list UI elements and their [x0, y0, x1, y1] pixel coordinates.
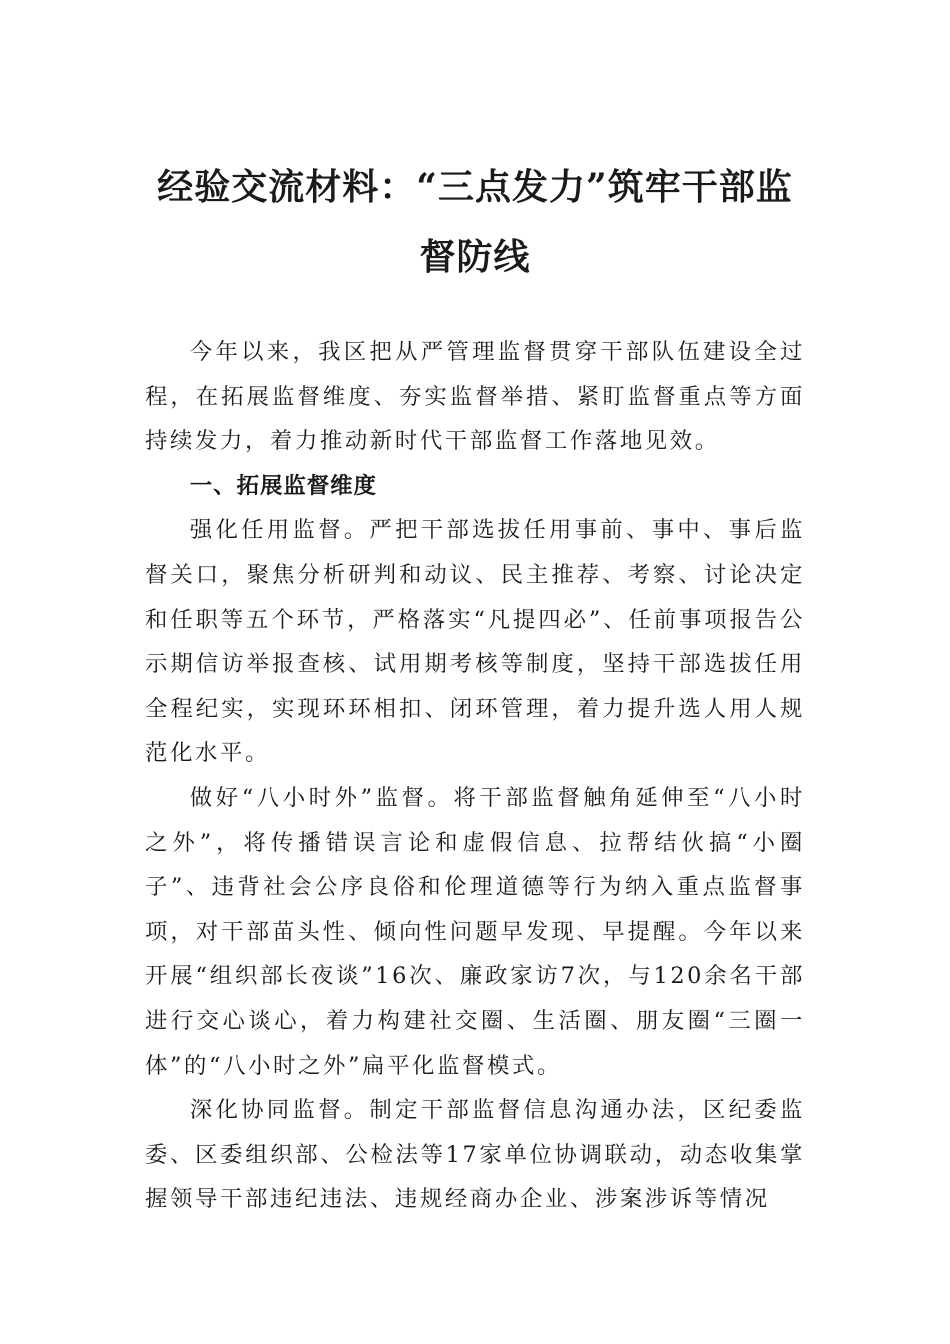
intro-paragraph: 今年以来，我区把从严管理监督贯穿干部队伍建设全过程，在拓展监督维度、夯实监督举措、紧盯监督重点等方面持续发力，着力推动新时代干部监督工作落地见效。 — [145, 339, 805, 455]
body-paragraph: 做好“八小时外”监督。将干部监督触角延伸至“八小时之外”，将传播错误言论和虚假信息、拉帮结伙搞“小圈子”、违背社会公序良俗和伦理道德等行为纳入重点监督事项，对干部苗头性、倾向性问题早发现、早提醒。今年以来开展“组织部长夜谈”16次、廉政家访7次，与120余名干部进行交心谈心，着力构建社交圈、生活圈、朋友圈“三圈一体”的“八小时之外”扁平化监督模式。 — [145, 784, 805, 1079]
document-title-line-2: 督防线 — [419, 236, 531, 278]
section-heading: 一、拓展监督维度 — [189, 472, 377, 499]
document-title-line-1: 经验交流材料：“三点发力”筑牢干部监 — [157, 166, 793, 208]
body-paragraph: 强化任用监督。严把干部选拔任用事前、事中、事后监督关口，聚焦分析研判和动议、民主推荐、考察、讨论决定和任职等五个环节，严格落实“凡提四必”、任前事项报告公示期信访举报查核、试用期考核等制度，坚持干部选拔任用全程纪实，实现环环相扣、闭环管理，着力提升选人用人规范化水平。 — [145, 517, 805, 767]
body-paragraph: 深化协同监督。制定干部监督信息沟通办法，区纪委监委、区委组织部、公检法等17家单位协调联动，动态收集掌握领导干部违纪违法、违规经商办企业、涉案涉诉等情况 — [145, 1097, 805, 1213]
document-body — [145, 330, 805, 1222]
